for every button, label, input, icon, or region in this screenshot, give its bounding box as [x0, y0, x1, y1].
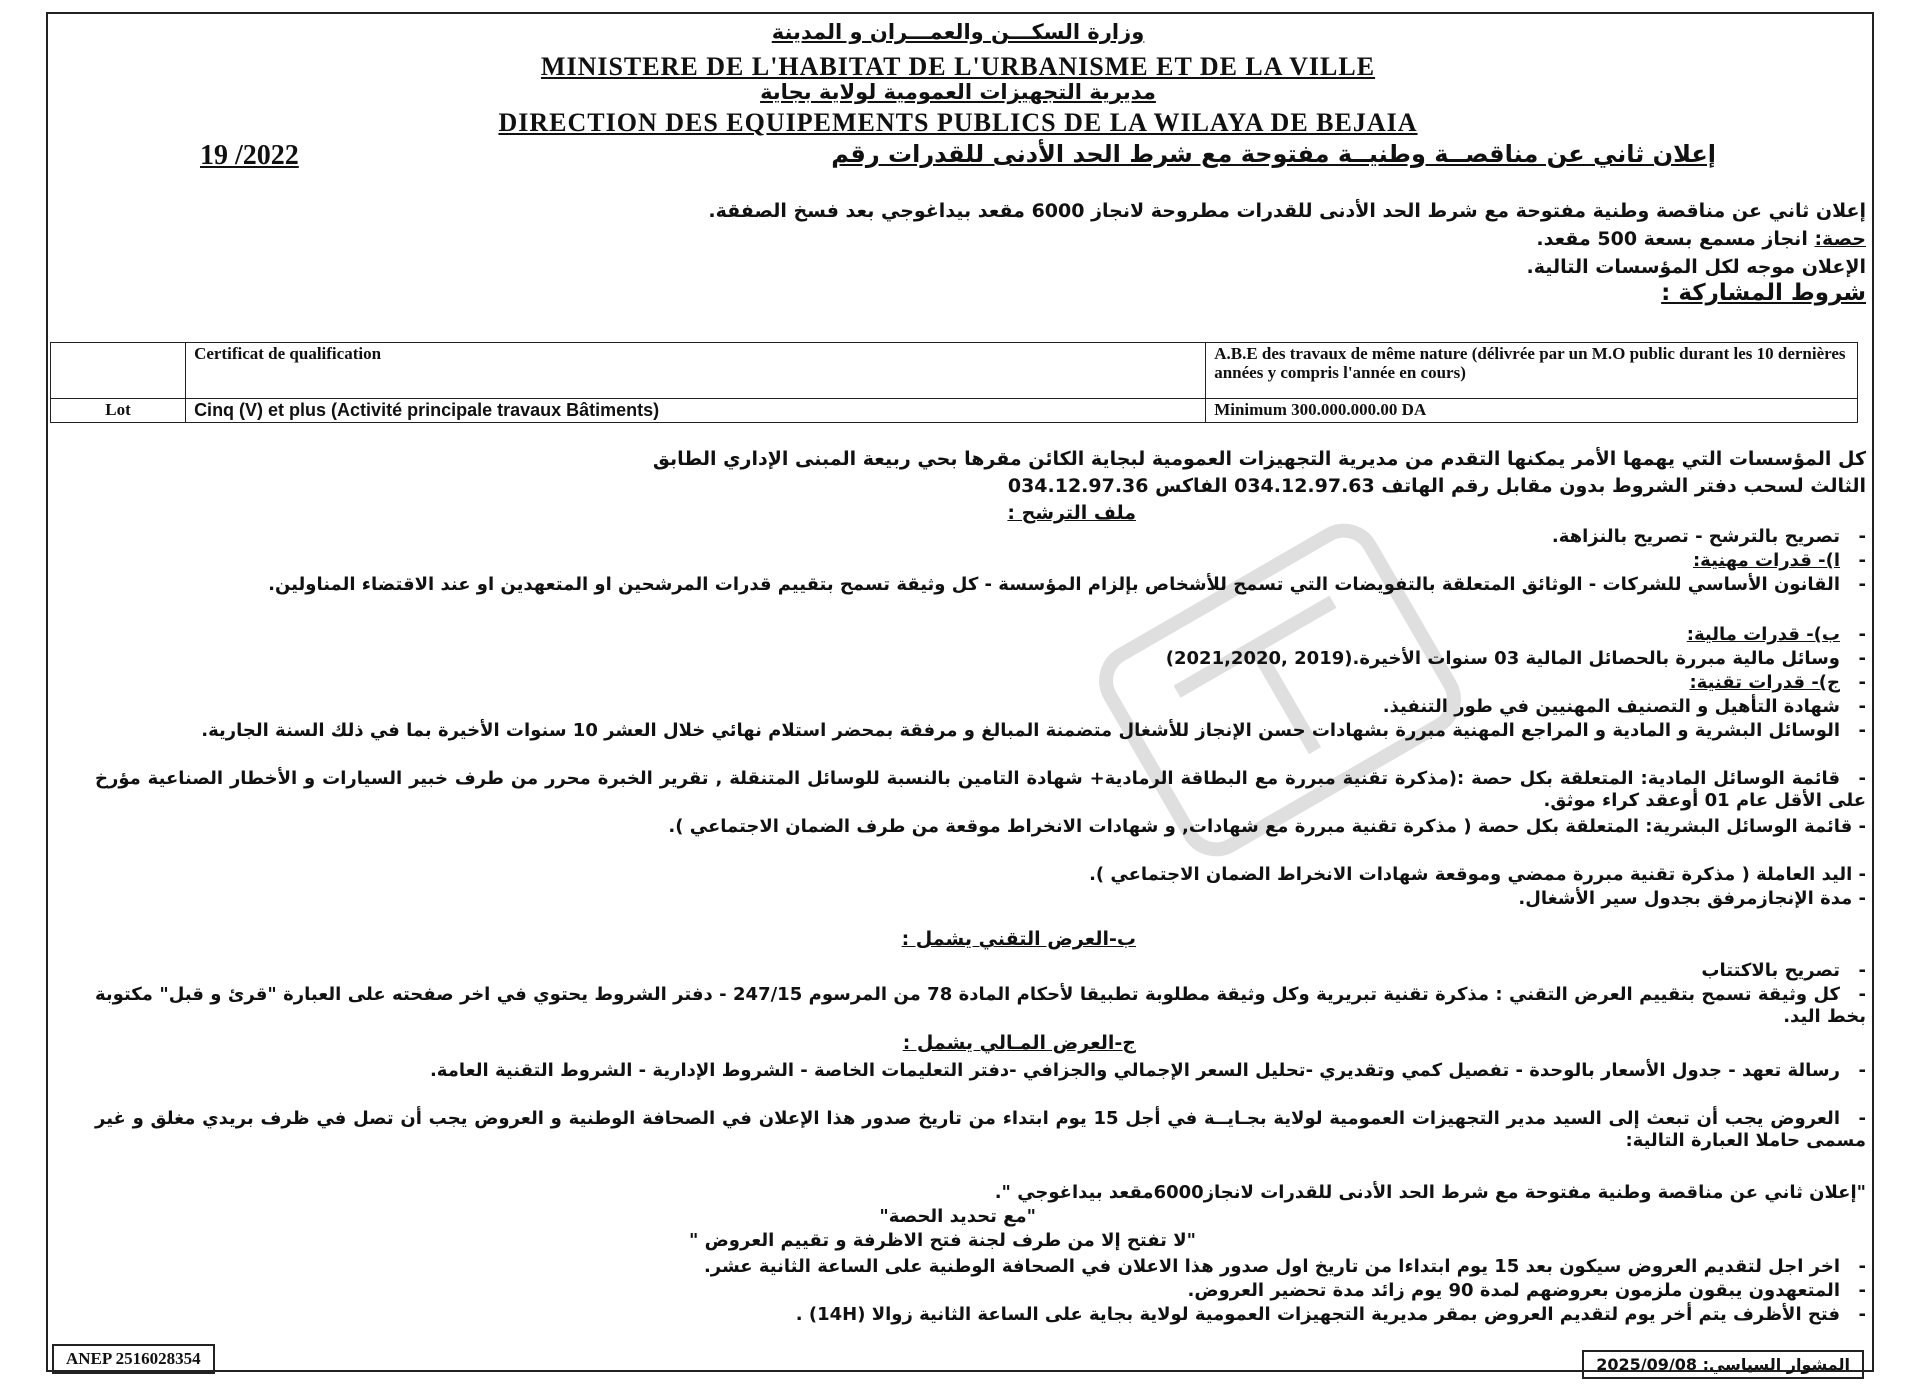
list-item: -اخر اجل لتقديم العروض سيكون بعد 15 يوم ابتداءا من تاريخ اول صدور هذا الاعلان في الصحافة الوطنية على الساعة الثانية عشر.: [703, 1256, 1866, 1277]
announcement-title: إعلان ثاني عن مناقصــة وطنيــة مفتوحة مع شرط الحد الأدنى للقدرات رقم: [831, 140, 1716, 168]
list-item: -فتح الأظرف يتم أخر يوم لتقديم العروض بمقر مديرية التجهيزات العمومية لولاية بجاية على الساعة الثانية زوالا (14H) .: [795, 1304, 1866, 1325]
lot-line: [1536, 228, 1866, 250]
list-item: - اليد العاملة ( مذكرة تقنية مبررة ممضي وموقعة شهادات الانخراط الضمان الاجتماعي ).: [1089, 864, 1866, 885]
envelope-text-2: "مع تحديد الحصة": [879, 1206, 1036, 1227]
envelope-text-3: "لا تفتح إلا من طرف لجنة فتح الاظرفة و تقييم العروض ": [688, 1230, 1196, 1251]
intro-line: إعلان ثاني عن مناقصة وطنية مفتوحة مع شرط الحد الأدنى للقدرات مطروحة لانجاز 6000 مقعد بيداغوجي بعد فسخ الصفقة.: [708, 200, 1866, 222]
abe-value-cell: Minimum 300.000.000.00 DA: [1206, 399, 1858, 423]
table-row: [51, 399, 1858, 423]
addressees-line: الإعلان موجه لكل المؤسسات التالية.: [1526, 256, 1866, 278]
file-title: ملف الترشح :: [1007, 502, 1136, 524]
list-item: -ج)- قدرات تقنية:: [1689, 672, 1866, 693]
list-item: -المتعهدون يبقون ملزمون بعروضهم لمدة 90 يوم زائد مدة تحضير العروض.: [1187, 1280, 1866, 1301]
list-item: -قائمة الوسائل المادية: المتعلقة بكل حصة :(مذكرة تقنية مبررة مع البطاقة الرمادية+ شهادة التامين بالنسبة للوسائل المتنقلة , تقرير الخبرة محرر من طرف خبير السيارات و الأخطار الصناعية مؤرخ على الأقل عام 01 أوعقد كراء موثق.: [95, 768, 1866, 811]
list-item: -العروض يجب أن تبعث إلى السيد مدير التجهيزات العمومية لولاية بجـايــة في أجل 15 يوم ابتداء من تاريخ صدور هذا الإعلان في الصحافة الوطنية و العروض يجب أن تصل في ظرف بريدي مغلق و غير مسمى حاملا العبارة التالية:: [95, 1108, 1866, 1151]
list-item: - مدة الإنجازمرفق بجدول سير الأشغال.: [1518, 888, 1866, 909]
list-item: -القانون الأساسي للشركات - الوثائق المتعلقة بالتفويضات التي تسمح للأشخاص بإلزام المؤسسة - كل وثيقة تسمح بتقييم قدرات المرشحين او المتعهدين او عند الاقتضاء المناولين.: [268, 574, 1866, 595]
table-header-row: [51, 343, 1858, 399]
list-item: -ا)- قدرات مهنية:: [1692, 550, 1866, 571]
list-item: -شهادة التأهيل و التصنيف المهنيين في طور التنفيذ.: [1382, 696, 1866, 717]
fin-offer-title: ج-العرض المـالي يشمل :: [902, 1032, 1136, 1054]
newspaper-date: المشوار السياسي: 2025/09/08: [1582, 1350, 1864, 1379]
contact-line: الثالث لسحب دفتر الشروط بدون مقابل رقم الهاتف 034.12.97.63 الفاكس 034.12.97.36: [1007, 475, 1866, 497]
anep-reference: ANEP 2516028354: [52, 1344, 215, 1374]
list-item: - قائمة الوسائل البشرية: المتعلقة بكل حصة ( مذكرة تقنية مبررة مع شهادات, و شهادات الانخراط موقعة من طرف الضمان الاجتماعي ).: [668, 816, 1866, 837]
abe-header-cell: A.B.E des travaux de même nature (délivrée par un M.O public durant les 10 dernières années y compris l'année en cours): [1206, 343, 1858, 399]
qualification-table: [50, 342, 1858, 423]
list-item: -الوسائل البشرية و المادية و المراجع المهنية مبررة بشهادات حسن الإنجاز للأشغال متضمنة المبالغ و مرفقة بمحضر استلام نهائي خلال العشر 10 سنوات الأخيرة بما في ذلك السنة الجارية.: [201, 720, 1866, 741]
envelope-text-1: "إعلان ثاني عن مناقصة وطنية مفتوحة مع شرط الحد الأدنى للقدرات لانجاز6000مقعد بيداغوجي ".: [994, 1182, 1866, 1203]
list-item: -ب)- قدرات مالية:: [1686, 624, 1866, 645]
announcement-number: 19 /2022: [200, 140, 299, 171]
paragraph-line: كل المؤسسات التي يهمها الأمر يمكنها التقدم من مديرية التجهيزات العمومية لبجاية الكائن مقرها بحي ربيعة المبنى الإداري الطابق: [652, 448, 1866, 470]
ministry-french: MINISTERE DE L'HABITAT DE L'URBANISME ET DE LA VILLE: [540, 52, 1376, 81]
cert-header-cell: Certificat de qualification: [186, 343, 1206, 399]
list-item: -تصريح بالترشح - تصريح بالنزاهة.: [1551, 526, 1866, 547]
cert-value-cell: Cinq (V) et plus (Activité principale travaux Bâtiments): [186, 399, 1206, 423]
direction-arabic: مديرية التجهيزات العمومية لولاية بجاية: [760, 80, 1156, 104]
list-item: -رسالة تعهد - جدول الأسعار بالوحدة - تفصيل كمي وتقديري -تحليل السعر الإجمالي والجزافي -دفتر التعليمات الخاصة - الشروط الإدارية - الشروط التقنية العامة.: [429, 1060, 1866, 1081]
direction-french: DIRECTION DES EQUIPEMENTS PUBLICS DE LA WILAYA DE BEJAIA: [498, 108, 1418, 137]
conditions-title: شروط المشاركة :: [1661, 280, 1866, 306]
list-item: -تصريح بالاكتتاب: [1701, 960, 1866, 981]
lot-label: حصة:: [1814, 228, 1866, 250]
lot-text: انجاز مسمع بسعة 500 مقعد.: [1536, 228, 1815, 250]
list-item: -وسائل مالية مبررة بالحصائل المالية 03 سنوات الأخيرة.(2019 ,2021,2020): [1165, 648, 1866, 669]
ministry-arabic: وزارة السكـــن والعمـــران و المدينة: [771, 20, 1145, 44]
tech-offer-title: ب-العرض التقني يشمل :: [901, 928, 1136, 950]
list-item: -كل وثيقة تسمح بتقييم العرض التقني : مذكرة تقنية تبريرية وكل وثيقة مطلوبة تطبيقا لأحكام المادة 78 من المرسوم 247/15 - دفتر الشروط يحتوي في اخر صفحته على العبارة "قرئ و قبل" مكتوبة بخط اليد.: [95, 984, 1867, 1027]
lot-cell: Lot: [51, 399, 186, 423]
